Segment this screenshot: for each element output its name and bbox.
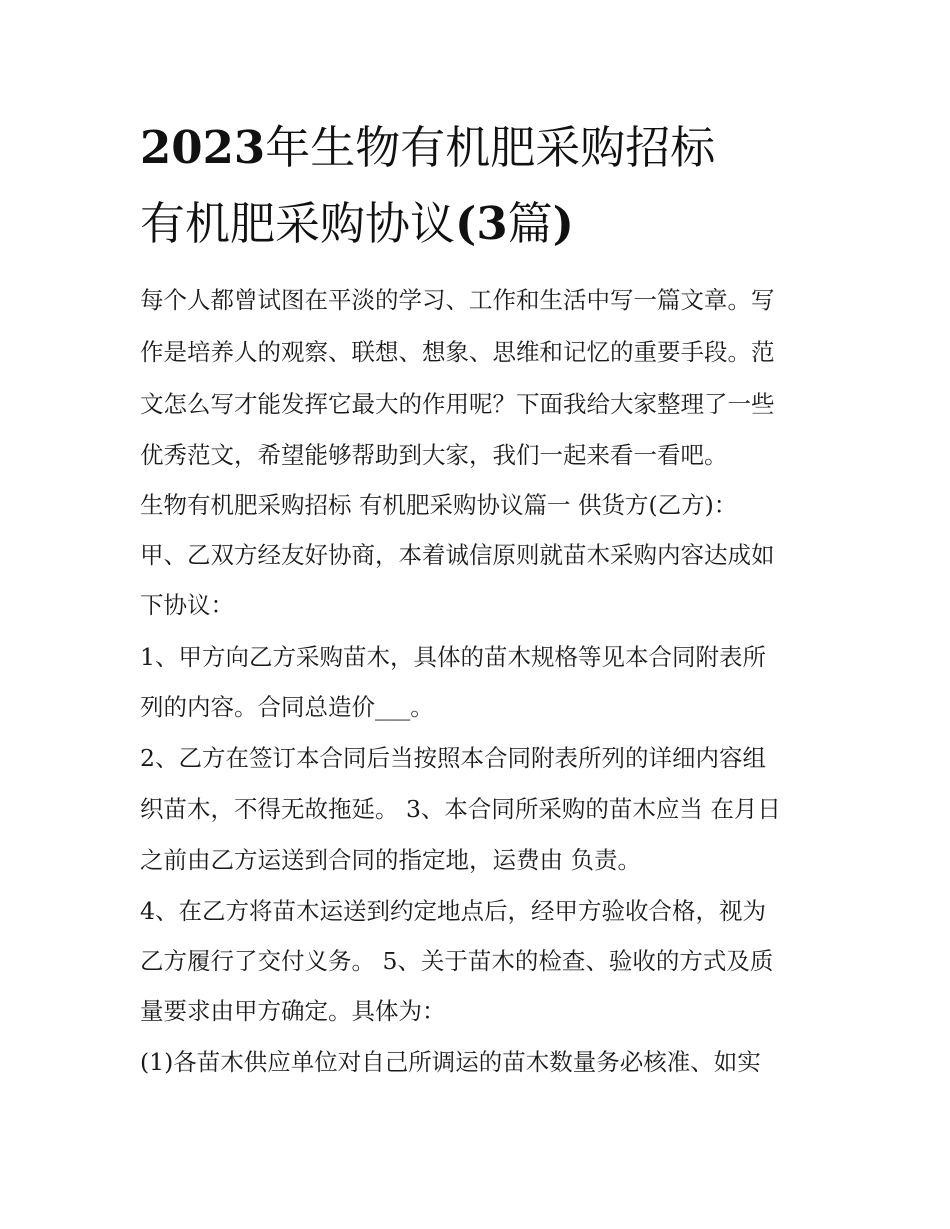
paragraph-line: 乙方履行了交付义务。 5、关于苗木的检查、验收的方式及质 xyxy=(140,947,774,975)
paragraph-line: 织苗木，不得无故拖延。 3、本合同所采购的苗木应当 在月日 xyxy=(140,795,781,823)
paragraph-line: 下协议： xyxy=(140,591,234,619)
paragraph-line: 每个人都曾试图在平淡的学习、工作和生活中写一篇文章。写 xyxy=(140,286,775,314)
paragraph-line: (1)各苗木供应单位对自己所调运的苗木数量务必核准、如实 xyxy=(140,1048,761,1076)
paragraph-line: 生物有机肥采购招标 有机肥采购协议篇一 供货方(乙方)： xyxy=(140,491,738,519)
paragraph-line: 量要求由甲方确定。具体为： xyxy=(140,997,446,1025)
paragraph-line: 作是培养人的观察、联想、想象、思维和记忆的重要手段。范 xyxy=(140,338,775,366)
paragraph-line: 之前由乙方运送到合同的指定地，运费由 负责。 xyxy=(140,846,641,874)
paragraph-line: 列的内容。合同总造价___。 xyxy=(140,693,434,721)
document-title-line-1: 2023年生物有机肥采购招标 xyxy=(140,121,716,174)
paragraph-line: 4、在乙方将苗木运送到约定地点后，经甲方验收合格，视为 xyxy=(140,897,766,925)
paragraph-line: 1、甲方向乙方采购苗木，具体的苗木规格等见本合同附表所 xyxy=(140,643,766,671)
paragraph-line: 甲、乙双方经友好协商，本着诚信原则就苗木采购内容达成如 xyxy=(140,541,775,569)
document-title-line-2: 有机肥采购协议(3篇) xyxy=(140,197,574,250)
paragraph-line: 2、乙方在签订本合同后当按照本合同附表所列的详细内容组 xyxy=(140,744,766,772)
paragraph-line: 文怎么写才能发挥它最大的作用呢？下面我给大家整理了一些 xyxy=(140,390,775,418)
paragraph-line: 优秀范文，希望能够帮助到大家，我们一起来看一看吧。 xyxy=(140,441,728,469)
